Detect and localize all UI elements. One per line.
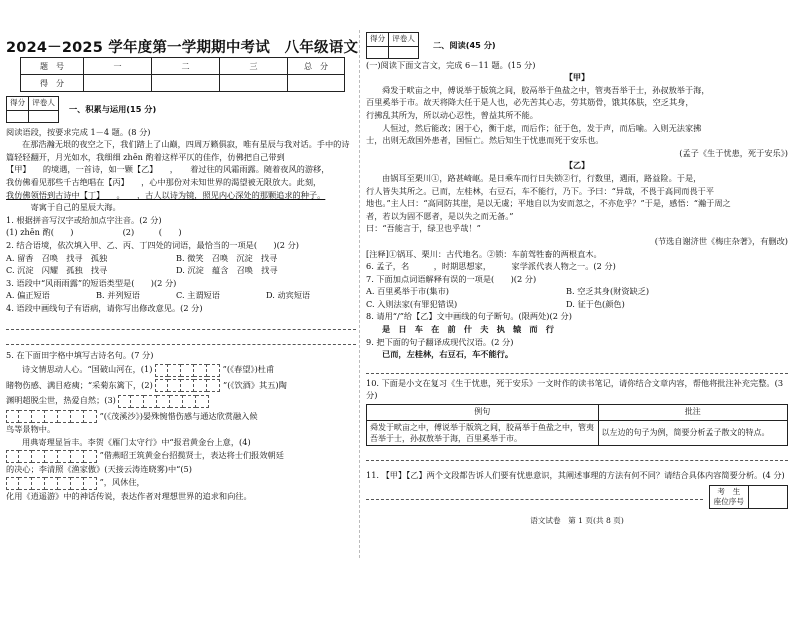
question-1: 1. 根据拼音写汉字或给加点字注音。(2 分)	[6, 214, 162, 225]
passage-line: 曰：“吾能言于，绿卫也乎哉！”	[366, 223, 481, 234]
part1-intro: 阅读语段，按要求完成 1－4 题。(8 分)	[6, 126, 151, 137]
q5-text: 睹物伤感、满目疮痍；“采菊东篱下，(2)	[6, 379, 153, 390]
q5-line	[6, 394, 356, 408]
q5-line	[6, 410, 356, 424]
option-c[interactable]: C. 主谓短语	[176, 290, 220, 301]
score-box-value[interactable]	[367, 46, 389, 58]
score-header-cell: 三	[220, 58, 288, 75]
question-2: 2. 结合语境，依次填入甲、乙、丙、丁四处的词语，最恰当的一项是( )(2 分)	[6, 239, 300, 250]
score-box-label: 得分	[7, 97, 29, 111]
q5-line: 的决心；李清照《渔家傲》(天接云涛连晓雾)中“(5)	[6, 463, 192, 474]
q5-text: 诗文情思动人心。“国破山河在，(1)	[22, 364, 153, 375]
q5-text: ”，风休住，	[99, 477, 145, 488]
score-header-cell: 总 分	[288, 58, 345, 75]
passage-source: (孟子《生于忧患，死于安乐》)	[679, 147, 788, 158]
q5-line: 用典寄理显旨丰。李贺《雁门太守行》中“报君黄金台上意，(4)	[22, 436, 251, 447]
passage-line: 人恒过，然后能改；困于心，衡于虑，而后作；征于色，发于声，而后喻。入则无法家拂	[382, 122, 702, 133]
passage-line: 【甲】 的境遇，一首诗，如一颗【乙】 ， 着过往的风霜雨露。随着夜风的游移，	[6, 164, 330, 175]
q5-text: ”(《饮酒》其五)陶	[223, 379, 287, 390]
notes-table-header: 批注	[598, 405, 787, 421]
question-9-text: 已而，左桂林，右豆石，车不能行。	[382, 349, 514, 360]
q5-text: ”借燕昭王筑黄金台招揽贤士，表达将士们报效朝廷	[99, 450, 284, 461]
question-7-options-row	[366, 298, 788, 311]
option-a[interactable]: A. 百里奚举于市(集市)	[366, 286, 450, 297]
question-9: 9. 把下面的句子翻译成现代汉语。(2 分)	[366, 336, 514, 347]
grader-box-label: 评卷人	[29, 97, 59, 111]
question-5: 5. 在下面田字格中填写古诗名句。(7 分)	[6, 349, 154, 360]
tianzige-grid[interactable]	[118, 395, 209, 408]
notes-table-cell: 以左边的句子为例，简要分析孟子散文的特点。	[598, 420, 787, 445]
question-8-text: 是 日 车 在 前 什 夫 执 辕 而 行	[382, 324, 554, 335]
option-a[interactable]: A. 偏正短语	[6, 290, 50, 301]
tianzige-grid[interactable]	[6, 477, 97, 490]
answer-line[interactable]	[366, 450, 788, 461]
q5-text: ”(《春望》)杜甫	[222, 364, 275, 375]
passage-line: 行人皆失其所之。已而，左桂林，右豆石，车不能行，乃下。予曰：“异哉，不畏于高同而畏于平	[366, 185, 715, 196]
passage-notes: [注释]①锅耳、栗川：古代地名。②锁：车前驾牲畜的两根直木。	[366, 248, 602, 259]
right-column	[366, 32, 788, 558]
passage-yi-label: 【乙】	[564, 160, 590, 171]
option-b[interactable]: B. 空乏其身(财资缺乏)	[566, 286, 650, 297]
notes-table-header: 例句	[367, 405, 599, 421]
answer-line[interactable]	[6, 334, 356, 345]
score-cell[interactable]	[84, 75, 152, 92]
question-3: 3. 语段中“风雨雨露”的短语类型是( )(2 分)	[6, 277, 177, 288]
part1-score-box	[6, 96, 59, 123]
part2-header	[366, 32, 788, 59]
option-b[interactable]: B. 微笑 召唤 沉淀 找寻	[176, 252, 278, 263]
question-7-options-row	[366, 285, 788, 298]
answer-line[interactable]	[366, 489, 703, 500]
question-4: 4. 语段中画线句子有语病，请你写出修改意见。(2 分)	[6, 302, 203, 313]
grader-box-value[interactable]	[389, 46, 419, 58]
option-d[interactable]: D. 沉淀 蕴含 召唤 找寻	[176, 265, 278, 276]
score-header-cell: 二	[152, 58, 220, 75]
score-cell[interactable]	[288, 75, 345, 92]
part1-header	[6, 96, 356, 123]
part2-heading: 二、阅读(45 分)	[432, 40, 496, 50]
score-box-value[interactable]	[7, 110, 29, 122]
question-3-options-row	[6, 289, 356, 302]
tianzige-grid[interactable]	[155, 364, 220, 377]
part2-subheading: (一)阅读下面文言文，完成 6－11 题。(15 分)	[366, 59, 536, 70]
tianzige-grid[interactable]	[6, 410, 97, 423]
passage-line: 地也。”主人曰：“高同防其崖，是以无虞；平地自以为安而忽之，不亦危乎？”于是，感悟：“瀚于周之	[366, 198, 731, 209]
passage-line: 舜发于畎亩之中，傅说举于版筑之间，胶鬲举于鱼盐之中，管夷吾举于士，孙叔敖举于海，	[382, 84, 710, 95]
question-7: 7. 下面加点词语解释有误的一项是( )(2 分)	[366, 273, 537, 284]
score-table-score-row	[21, 75, 345, 92]
q5-line	[6, 476, 356, 490]
question-6: 6. 孟子，名 ，时期思想家， 家学派代表人物之一。(2 分)	[366, 261, 616, 272]
q5-line	[6, 379, 356, 393]
option-d[interactable]: D. 动宾短语	[266, 290, 311, 301]
passage-source: (节选自谢济世《梅庄杂著》，有删改)	[654, 235, 788, 246]
option-c[interactable]: C. 入则法家(有罪犯错误)	[366, 298, 458, 309]
q5-line	[6, 363, 356, 377]
question-11: 11. 【甲】【乙】两个文段都告诉人们要有忧患意识，其阐述事理的方法有何不同？请结合具体内容简要分析。(4 分)	[366, 469, 785, 480]
tianzige-grid[interactable]	[6, 450, 97, 463]
passage-line: 者，若以为固不愿者，是以失之而无备。”	[366, 210, 514, 221]
score-header-cell: 题 号	[21, 58, 84, 75]
page-footer: 语文试卷 第 1 页(共 8 页)	[530, 516, 624, 526]
column-divider	[359, 30, 360, 558]
passage-jia-label: 【甲】	[564, 72, 590, 83]
part1-heading: 一、积累与运用(15 分)	[68, 104, 157, 114]
seat-area	[366, 485, 788, 509]
question-2-options-row	[6, 264, 356, 277]
question-8: 8. 请用“/”给【乙】文中画线的句子断句。(限两处)(2 分)	[366, 311, 572, 322]
notes-table	[366, 404, 788, 446]
q5-line	[6, 449, 356, 463]
score-header-cell: 一	[84, 58, 152, 75]
passage-line: 由锅耳至栗川①，路甚崎岖。是日乘车而行日失锁②行，行数里，遇雨，路益险。于是，	[382, 172, 702, 183]
exam-title: 2024－2025 学年度第一学期期中考试 八年级语文	[6, 40, 359, 56]
passage-line: 在那浩瀚无垠的夜空之下，我们踏上了山巅，四周万籁俱寂，唯有星辰与我对话。手中的诗篇轻轻翻开，月光如水，我细细 zhēn 酌着这样平仄的佳作，仿佛把自己带到	[6, 139, 350, 162]
passage-line: 百里奚举于市。故天将降大任于是人也，必先苦其心志，劳其筋骨，饿其体肤，空乏其身，	[366, 97, 694, 108]
option-b[interactable]: B. 并列短语	[96, 290, 140, 301]
tianzige-grid[interactable]	[155, 379, 220, 392]
score-cell[interactable]	[220, 75, 288, 92]
question-1-items: (1) zhēn 酌( ) (2) ( )	[6, 227, 182, 238]
seat-number-label: 考 生 座位序号	[713, 487, 744, 507]
notes-table-cell: 舜发于畎亩之中，傅说举于版筑之间，胶鬲举于鱼盐之中，管夷吾举于士，孙叔敖举于海，百里奚举于市。	[367, 420, 599, 445]
grader-box-value[interactable]	[29, 110, 59, 122]
score-table	[20, 57, 345, 92]
score-table-header-row	[21, 58, 345, 75]
answer-line[interactable]	[6, 319, 356, 330]
seat-number-box	[709, 485, 788, 509]
question-2-options-row	[6, 252, 356, 265]
q5-text: 渊明超脱尘世，热爱自然；(3)	[6, 395, 116, 406]
passage-line: 我仿佛领悟到古诗中【丁】 。 ，古人以诗为镜，照见内心深处的那颗追求的种子。	[6, 189, 326, 200]
score-box-label: 得分	[367, 33, 389, 47]
part2-score-box	[366, 32, 419, 59]
q5-text: ”(《茂溪沙》)晏殊惋惜伤感与通达欣赏融入候	[99, 410, 258, 421]
passage-line: 我仿佛看见那些千古绝唱在【丙】 ，心中那份对未知世界的渴望被无限放大。此刻，	[6, 176, 322, 187]
score-row-label: 得 分	[21, 75, 84, 92]
passage-line: 寄寓于自己的星辰大海。	[6, 202, 121, 213]
q5-line: 鸟等景物中。	[6, 424, 56, 435]
passage-line: 士，出则无敌国外患者，国恒亡。然后知生于忧患而死于安乐也。	[366, 135, 604, 146]
q5-line: 化用《逍遥游》中的神话传说，表达作者对理想世界的追求和向往。	[6, 490, 252, 501]
option-c[interactable]: C. 沉淀 闪耀 孤独 找寻	[6, 265, 108, 276]
seat-number-value[interactable]	[748, 486, 787, 508]
option-d[interactable]: D. 征于色(颜色)	[566, 298, 625, 309]
answer-line[interactable]	[366, 363, 788, 374]
left-column	[6, 96, 356, 624]
grader-box-label: 评卷人	[389, 33, 419, 47]
score-cell[interactable]	[152, 75, 220, 92]
passage-line: 行拂乱其所为，所以动心忍性，曾益其所不能。	[366, 109, 538, 120]
option-a[interactable]: A. 留香 召唤 找寻 孤独	[6, 252, 108, 263]
question-10: 10. 下面是小文在复习《生于忧患，死于安乐》一文时作的读书笔记，请你结合文章内容，帮他将批注补充完整。(3 分)	[366, 377, 784, 401]
